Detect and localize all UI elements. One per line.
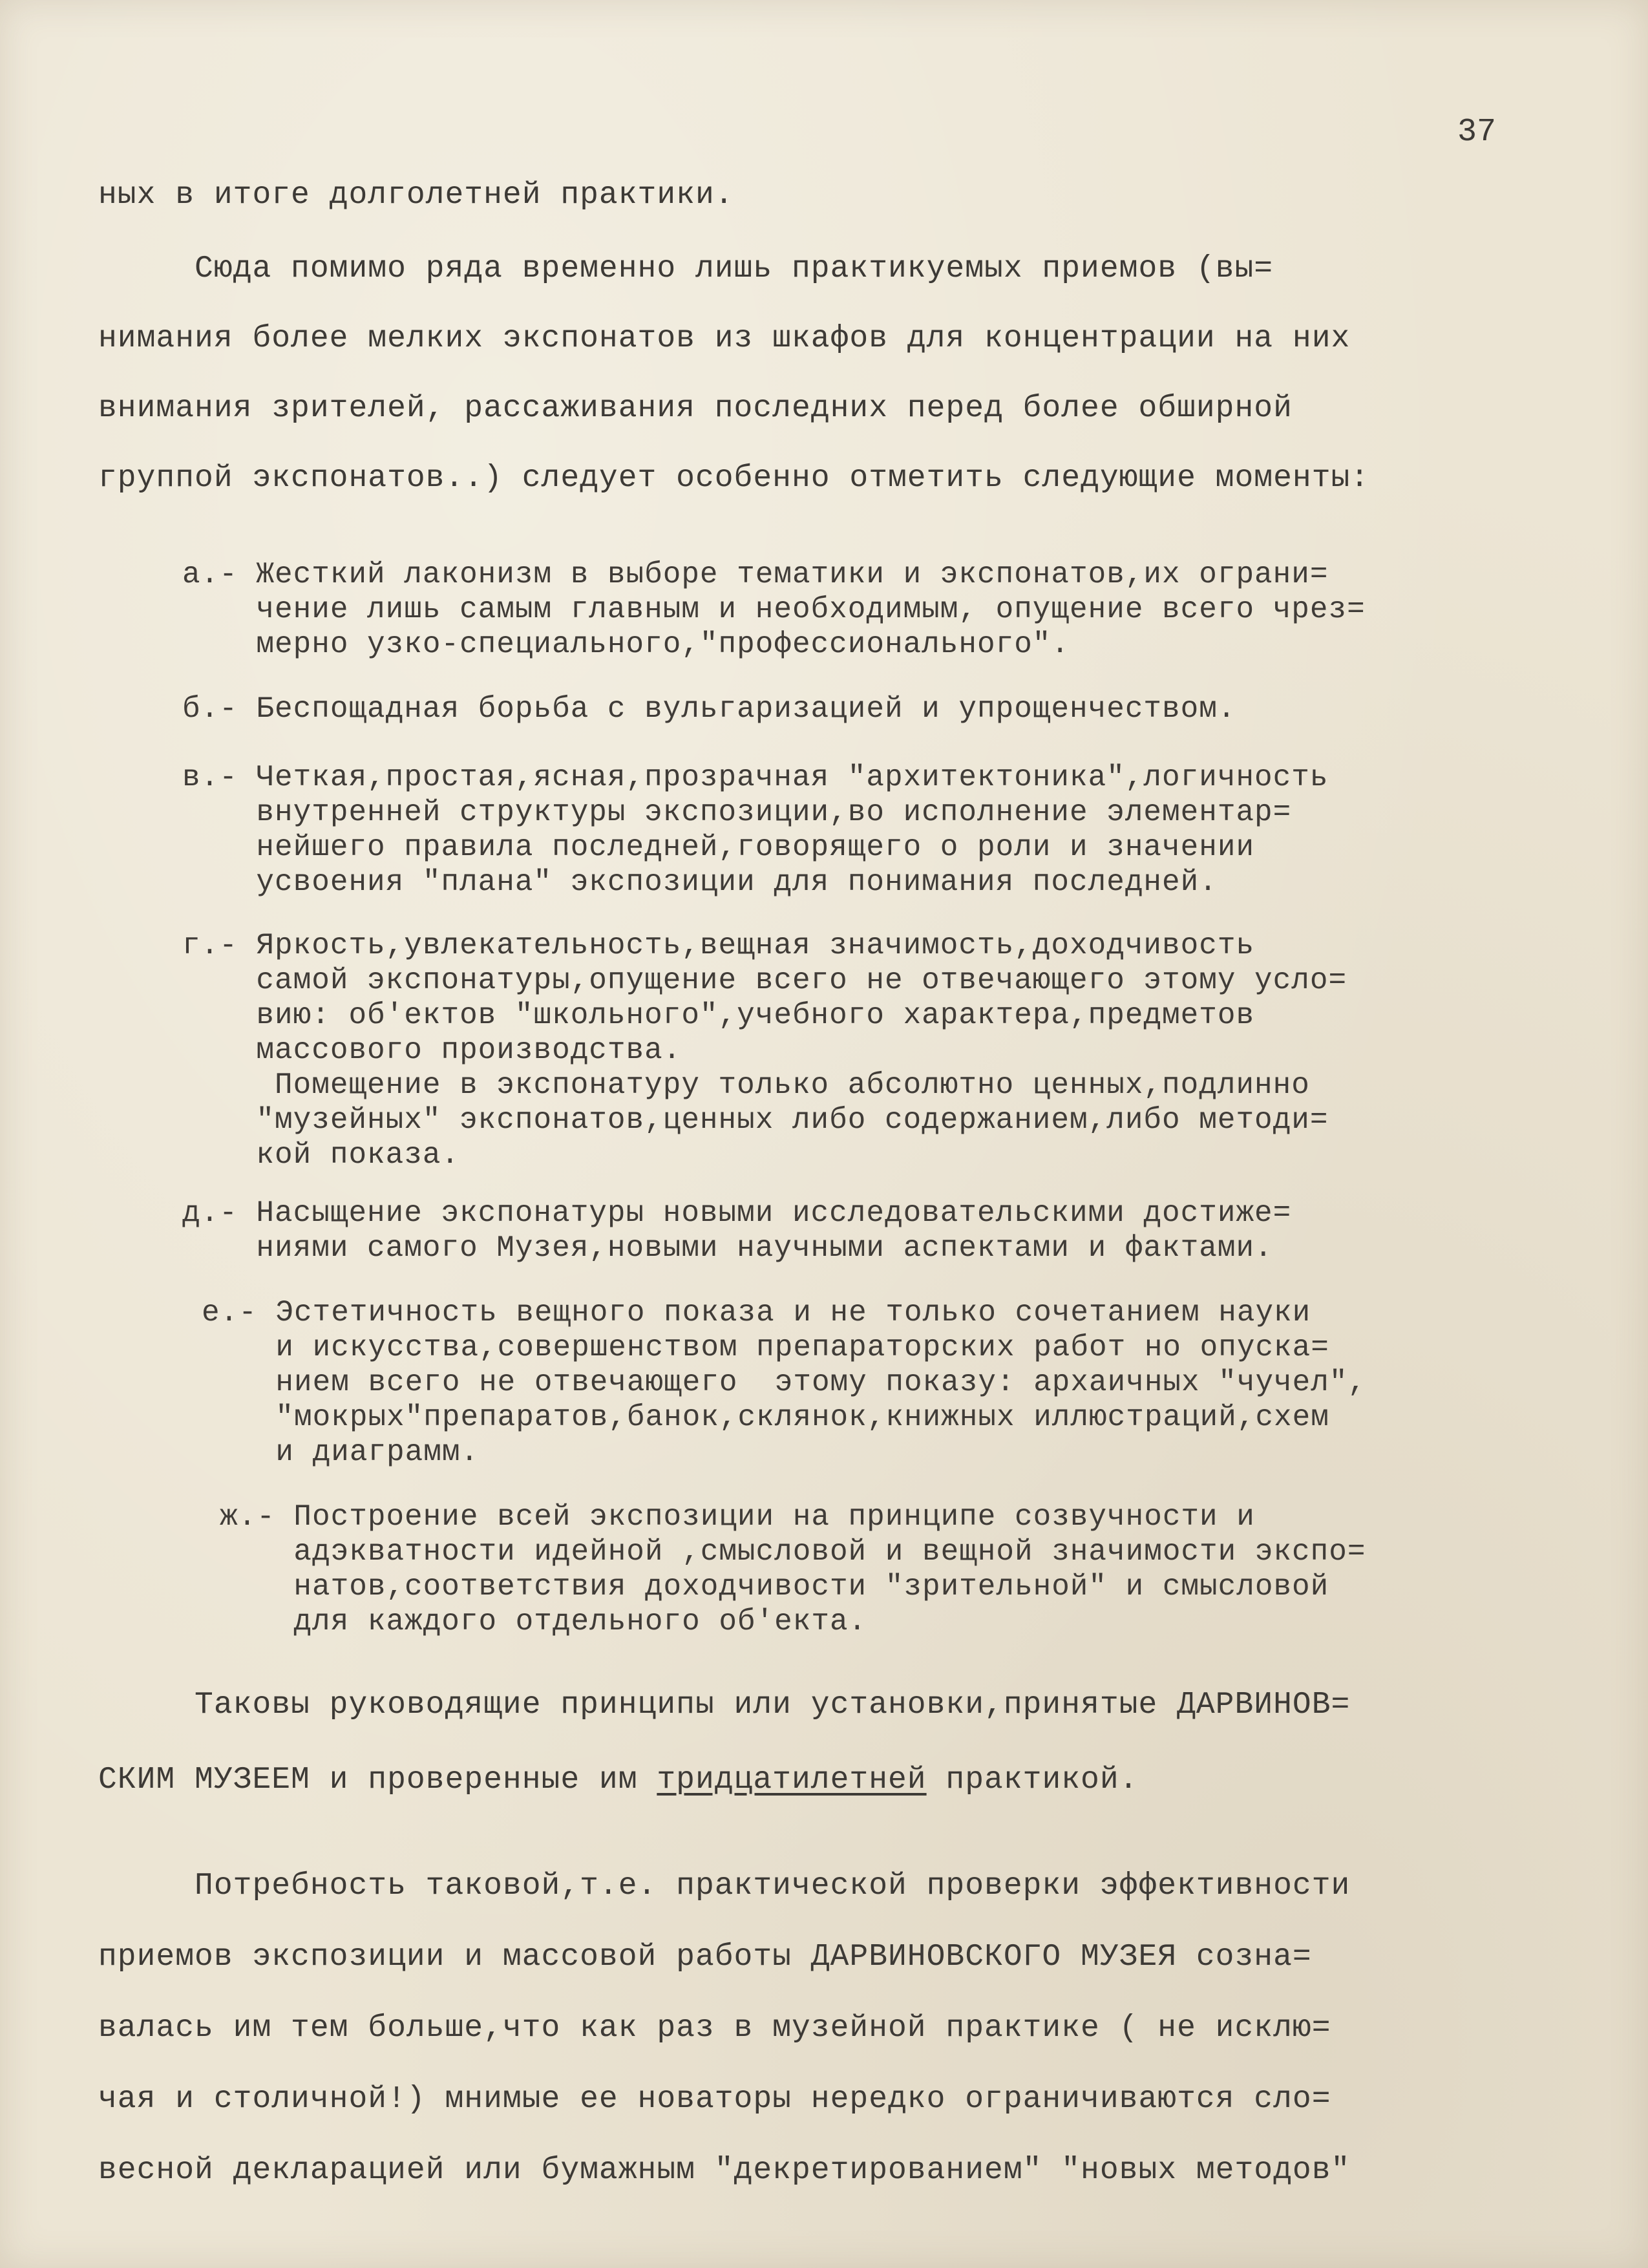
list-item-e-line: е.- Эстетичность вещного показа и не только сочетанием науки — [202, 1296, 1311, 1330]
final-paragraph-line: Потребность таковой,т.е. практической проверки эффективности — [98, 1869, 1351, 1903]
intro-line: нимания более мелких экспонатов из шкафов для концентрации на них — [98, 321, 1351, 356]
list-item-e-line: и диаграмм. — [202, 1436, 480, 1469]
list-item-zh-line: натов,соответствия доходчивости "зрительной" и смысловой — [220, 1570, 1329, 1604]
closing-text-after: практикой. — [926, 1763, 1139, 1797]
list-item-e-line: "мокрых"препаратов,банок,склянок,книжных иллюстраций,схем — [202, 1401, 1329, 1434]
list-item-g-line: "музейных" экспонатов,ценных либо содержанием,либо методи= — [182, 1103, 1329, 1137]
list-item-a-line: а.- Жесткий лаконизм в выборе тематики и экспонатов,их ограни= — [182, 558, 1329, 591]
list-item-g-line: массового производства. — [182, 1033, 682, 1067]
list-item-d-line: ниями самого Музея,новыми научными аспектами и фактами. — [182, 1231, 1273, 1265]
list-item-g-line: г.- Яркость,увлекательность,вещная значимость,доходчивость — [182, 929, 1255, 962]
list-item-zh-line: ж.- Построение всей экспозиции на принципе созвучности и — [220, 1500, 1255, 1534]
list-item-v-line: усвоения "плана" экспозиции для понимания последней. — [182, 865, 1218, 899]
intro-line: группой экспонатов..) следует особенно отметить следующие моменты: — [98, 461, 1370, 496]
closing-text-before: СКИМ МУЗЕЕМ и проверенные им — [98, 1763, 657, 1797]
list-item-v-line: нейшего правила последней,говорящего о роли и значении — [182, 831, 1255, 864]
page-number: 37 — [1457, 114, 1497, 151]
final-paragraph-line: приемов экспозиции и массовой работы ДАРВИНОВСКОГО МУЗЕЯ созна= — [98, 1940, 1312, 1975]
list-item-g-line: вию: об'ектов "школьного",учебного характера,предметов — [182, 999, 1255, 1032]
final-paragraph-line: весной декларацией или бумажным "декретированием" "новых методов" — [98, 2153, 1351, 2188]
list-item-g-line: Помещение в экспонатуру только абсолютно ценных,подлинно — [182, 1068, 1310, 1102]
list-item-zh-line: для каждого отдельного об'екта. — [220, 1605, 867, 1638]
final-paragraph-line: валась им тем больше,что как раз в музейной практике ( не исклю= — [98, 2011, 1331, 2046]
intro-line: Сюда помимо ряда временно лишь практикуемых приемов (вы= — [98, 251, 1274, 286]
list-item-e-line: и искусства,совершенством препараторских работ но опуска= — [202, 1331, 1329, 1364]
list-item-b-line: б.- Беспощадная борьба с вульгаризацией и упрощенчеством. — [182, 692, 1236, 726]
intro-line: внимания зрителей, рассаживания последних перед более обширной — [98, 391, 1293, 426]
list-item-g-line: кой показа. — [182, 1138, 460, 1172]
closing-line: Таковы руководящие принципы или установки,принятые ДАРВИНОВ= — [98, 1688, 1351, 1722]
list-item-d-line: д.- Насыщение экспонатуры новыми исследовательскими достиже= — [182, 1196, 1292, 1230]
intro-line: ных в итоге долголетней практики. — [98, 178, 734, 213]
list-item-zh-line: адэкватности идейной ,смысловой и вещной значимости экспо= — [220, 1535, 1366, 1569]
list-item-a-line: мерно узко-специального,"профессионального". — [182, 628, 1070, 661]
list-item-g-line: самой экспонатуры,опущение всего не отвечающего этому усло= — [182, 964, 1347, 997]
list-item-v-line: внутренней структуры экспозиции,во исполнение элементар= — [182, 796, 1292, 829]
closing-line — [98, 1765, 1138, 1796]
final-paragraph-line: чая и столичной!) мнимые ее новаторы нередко ограничиваются сло= — [98, 2082, 1331, 2117]
list-item-v-line: в.- Четкая,простая,ясная,прозрачная "архитектоника",логичность — [182, 761, 1329, 794]
list-item-e-line: нием всего не отвечающего этому показу: архаичных "чучел", — [202, 1366, 1367, 1399]
underlined-word: тридцатилетней — [657, 1763, 927, 1797]
list-item-a-line: чение лишь самым главным и необходимым, опущение всего чрез= — [182, 593, 1366, 626]
